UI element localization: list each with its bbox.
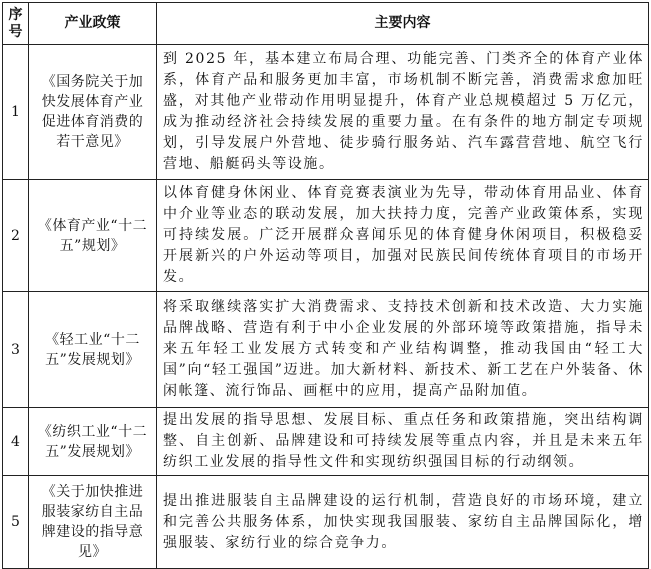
row-policy: 《关于加快推进服装家纺自主品牌建设的指导意见》 [29,476,157,569]
row-policy: 《国务院关于加快发展体育产业促进体育消费的若干意见》 [29,45,157,180]
table-row [3,45,649,180]
table-row [3,408,649,476]
row-content: 提出发展的指导思想、发展目标、重点任务和政策措施，突出结构调整、自主创新、品牌建设和可持续发展等重点内容，并且是未来五年纺织工业发展的指导性文件和实现纺织强国目标的行动纲领。 [157,408,649,476]
table-header-row [3,3,649,45]
table-row [3,292,649,408]
header-policy: 产业政策 [29,3,157,45]
row-num: 2 [3,180,29,292]
row-content: 到 2025 年，基本建立布局合理、功能完善、门类齐全的体育产业体系，体育产品和服务更加丰富，市场机制不断完善，消费需求愈加旺盛，对其他产业带动作用明显提升，体育产业总规模超过 5 万亿元，成为推动经济社会持续发展的重要力量。在有条件的地方制定专项规划，引导发展户外营地、徒步骑行服务站、汽车露营营地、航空飞行营地、船艇码头等设施。 [157,45,649,180]
row-policy: 《体育产业“十二五”规划》 [29,180,157,292]
table-row [3,476,649,569]
table-row [3,180,649,292]
row-content: 提出推进服装自主品牌建设的运行机制，营造良好的市场环境，建立和完善公共服务体系，加快实现我国服装、家纺自主品牌国际化，增强服装、家纺行业的综合竞争力。 [157,476,649,569]
row-content: 以体育健身休闲业、体育竞赛表演业为先导，带动体育用品业、体育中介业等业态的联动发展，加大扶持力度，完善产业政策体系，实现可持续发展。广泛开展群众喜闻乐见的体育健身休闲项目，积极稳妥开展新兴的户外运动等项目，加强对民族民间传统体育项目的市场开发。 [157,180,649,292]
row-num: 1 [3,45,29,180]
row-num: 3 [3,292,29,408]
row-content: 将采取继续落实扩大消费需求、支持技术创新和技术改造、大力实施品牌战略、营造有利于中小企业发展的外部环境等政策措施，指导未来五年轻工业发展方式转变和产业结构调整，推动我国由“轻工大国”向“轻工强国”迈进。加大新材料、新技术、新工艺在户外装备、休闲帐篷、流行饰品、画框中的应用，提高产品附加值。 [157,292,649,408]
row-policy: 《纺织工业“十二五”发展规划》 [29,408,157,476]
row-num: 5 [3,476,29,569]
row-num: 4 [3,408,29,476]
industry-policy-table [2,2,649,569]
row-policy: 《轻工业“十二五”发展规划》 [29,292,157,408]
header-num: 序号 [3,3,29,45]
header-content: 主要内容 [157,3,649,45]
